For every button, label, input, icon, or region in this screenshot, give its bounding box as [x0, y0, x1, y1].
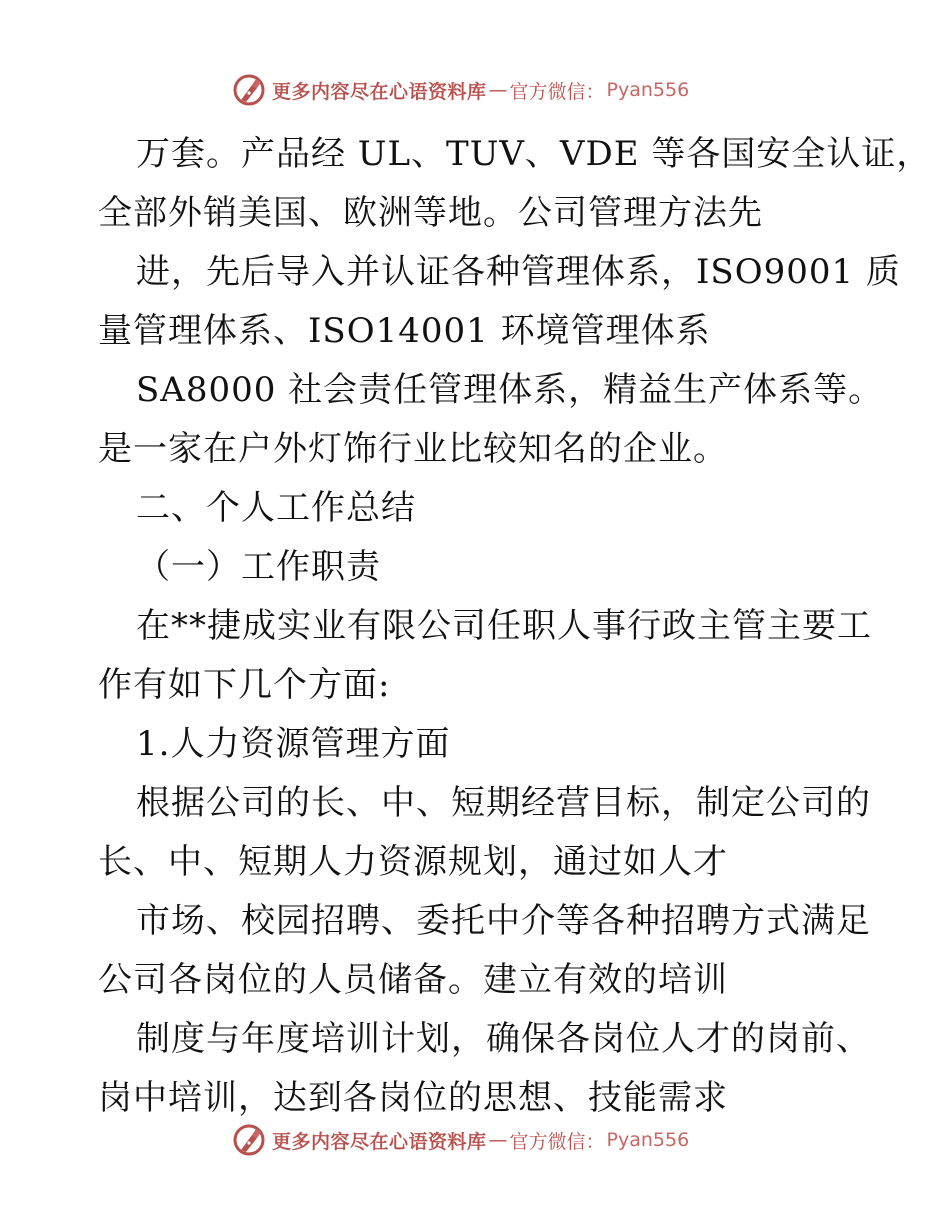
item-heading: 1.人力资源管理方面 [136, 724, 451, 764]
pen-nib-circle-icon [232, 73, 266, 107]
footer-wechat-id: Pyan556 [606, 1129, 690, 1151]
section-heading: 二、个人工作总结 [136, 488, 416, 528]
body-line: 市场、校园招聘、委托中介等各种招聘方式满足 [136, 901, 871, 941]
body-line: SA8000 社会责任管理体系，精益生产体系等。 [136, 370, 884, 410]
footer-site-text: 更多内容尽在心语资料库 [272, 1130, 487, 1153]
body-line: 全部外销美国、欧洲等地。公司管理方法先 [98, 193, 763, 233]
footer-official-text: 官方微信： [509, 1130, 605, 1153]
header-site-text: 更多内容尽在心语资料库 [272, 80, 487, 103]
body-line: 量管理体系、ISO14001 环境管理体系 [98, 311, 711, 351]
footer-watermark [232, 1120, 712, 1160]
subsection-heading: （一）工作职责 [136, 547, 381, 587]
body-line: 长、中、短期人力资源规划，通过如人才 [98, 842, 728, 882]
pen-nib-circle-icon [232, 1123, 266, 1157]
body-line: 制度与年度培训计划，确保各岗位人才的岗前、 [136, 1019, 871, 1059]
header-wechat-id: Pyan556 [606, 79, 690, 101]
body-line: 公司各岗位的人员储备。建立有效的培训 [98, 960, 728, 1000]
body-line: 作有如下几个方面: [98, 665, 391, 705]
body-line: 岗中培训，达到各岗位的思想、技能需求 [98, 1078, 728, 1118]
body-line: 进，先后导入并认证各种管理体系，ISO9001 质 [136, 252, 901, 292]
body-line: 根据公司的长、中、短期经营目标，制定公司的 [136, 783, 871, 823]
document-body [98, 125, 932, 1128]
body-line: 是一家在户外灯饰行业比较知名的企业。 [98, 429, 728, 469]
header-watermark [232, 70, 712, 110]
footer-separator: — [488, 1129, 508, 1151]
header-official-text: 官方微信： [509, 80, 605, 103]
body-line: 万套。产品经 UL、TUV、VDE 等各国安全认证， [136, 134, 932, 174]
header-separator: — [488, 79, 508, 101]
body-line: 在**捷成实业有限公司任职人事行政主管主要工 [136, 606, 872, 646]
